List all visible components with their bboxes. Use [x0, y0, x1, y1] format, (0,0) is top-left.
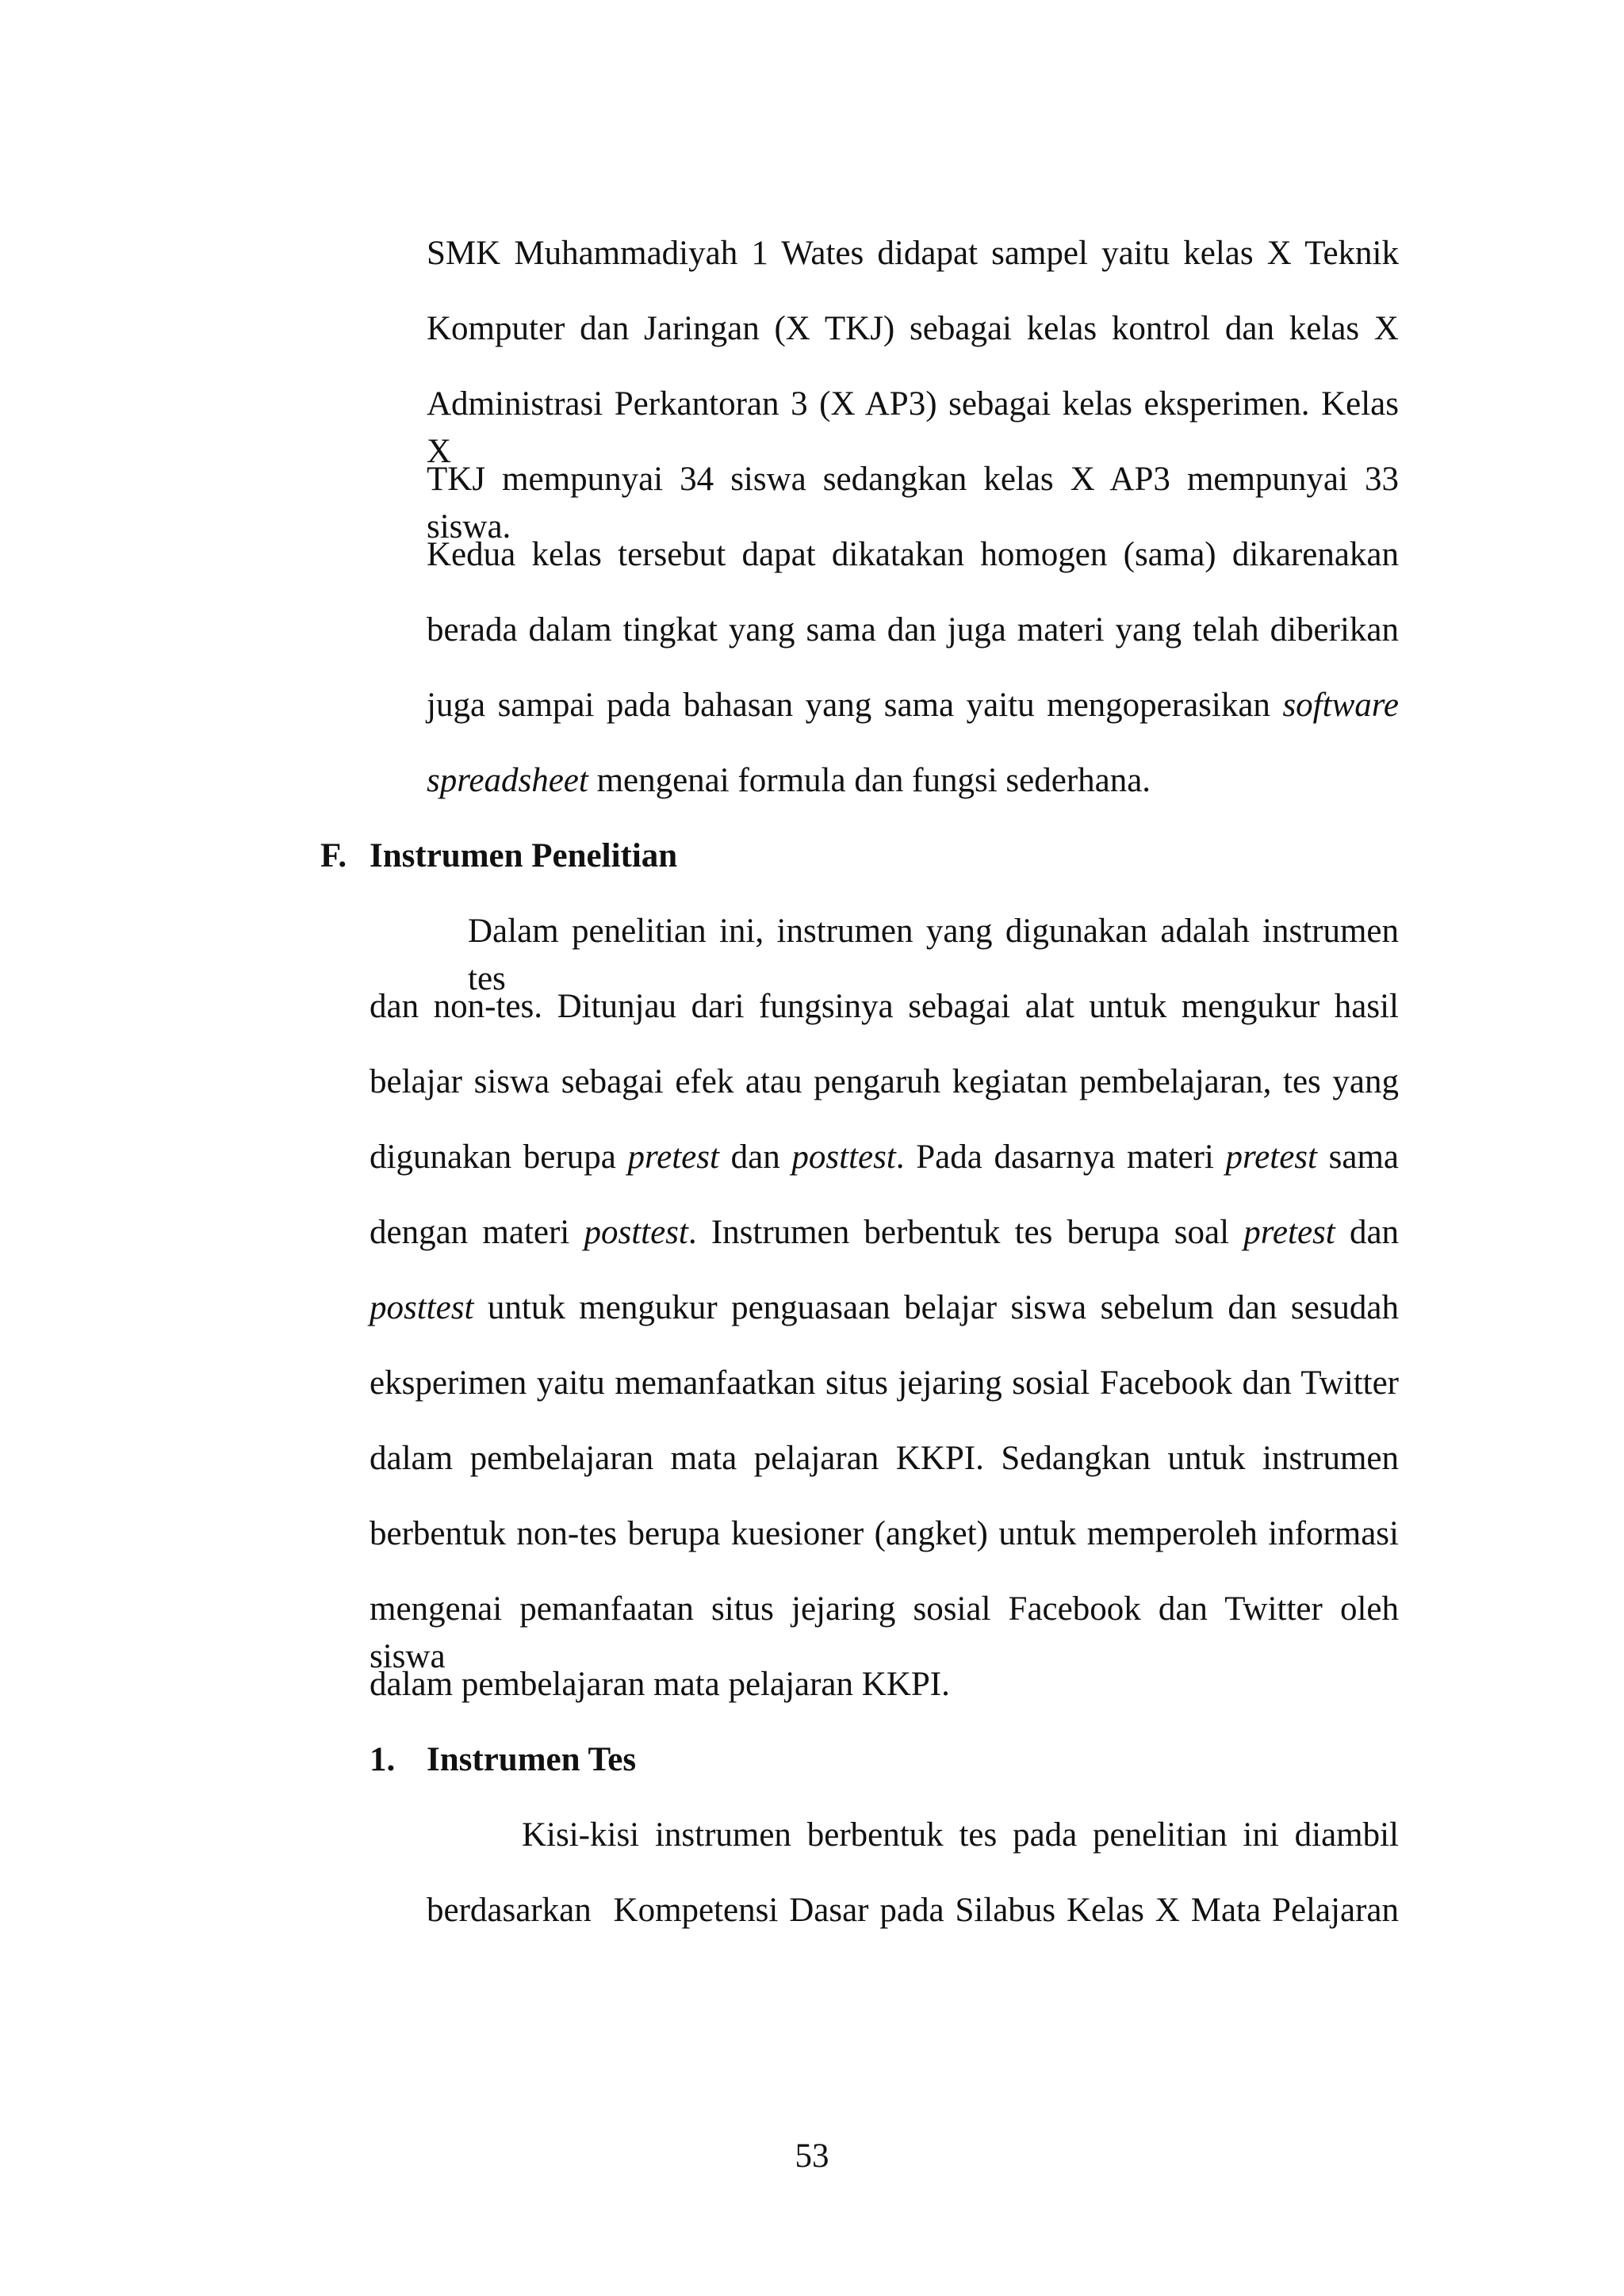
text-run: . Pada dasarnya materi	[895, 1138, 1214, 1176]
text-line	[427, 682, 1399, 729]
section-number: F.	[320, 837, 347, 874]
text-run: juga sampai pada bahasan yang sama yaitu mengoperasikan	[427, 687, 1270, 724]
text-line: berada dalam tingkat yang sama dan juga materi yang telah diberikan	[427, 611, 1399, 649]
text-line: Administrasi Perkantoran 3 (X AP3) sebagai kelas eksperimen. Kelas X	[427, 385, 1399, 470]
text-line	[370, 1284, 1399, 1332]
italic-term: spreadsheet	[427, 762, 588, 799]
text-run: dan	[1349, 1214, 1400, 1251]
page-number: 53	[795, 2137, 829, 2175]
subsection-number: 1.	[370, 1741, 396, 1778]
italic-term: posttest	[584, 1214, 688, 1251]
italic-term: posttest	[370, 1289, 474, 1326]
text-line	[370, 1209, 1399, 1257]
text-line: berdasarkan Kompetensi Dasar pada Silabus Kelas X Mata Pelajaran	[427, 1892, 1399, 1929]
italic-term: posttest	[791, 1138, 896, 1176]
text-line: berbentuk non-tes berupa kuesioner (angket) untuk memperoleh informasi	[370, 1515, 1399, 1552]
text-line: Dalam penelitian ini, instrumen yang digunakan adalah instrumen tes	[468, 913, 1399, 997]
text-line	[370, 1134, 1399, 1181]
text-line: SMK Muhammadiyah 1 Wates didapat sampel yaitu kelas X Teknik	[427, 235, 1399, 272]
text-line: belajar siswa sebagai efek atau pengaruh kegiatan pembelajaran, tes yang	[370, 1063, 1399, 1100]
text-run: . Instrumen berbentuk tes berupa soal	[688, 1214, 1230, 1251]
text-run: dengan materi	[370, 1214, 570, 1251]
text-line: dalam pembelajaran mata pelajaran KKPI.	[370, 1666, 950, 1703]
italic-term: pretest	[1225, 1138, 1317, 1176]
italic-term: pretest	[1243, 1214, 1335, 1251]
text-run: digunakan berupa	[370, 1138, 616, 1176]
text-run: untuk mengukur penguasaan belajar siswa sebelum dan sesudah	[487, 1289, 1400, 1326]
text-run: sama	[1328, 1138, 1400, 1176]
text-line: Kedua kelas tersebut dapat dikatakan homogen (sama) dikarenakan	[427, 536, 1399, 573]
italic-term: pretest	[627, 1138, 719, 1176]
text-line: TKJ mempunyai 34 siswa sedangkan kelas X AP3 mempunyai 33 siswa.	[427, 461, 1399, 545]
text-run: mengenai formula dan fungsi sederhana.	[596, 762, 1151, 799]
subsection-title: Instrumen Tes	[427, 1741, 637, 1778]
text-line: dalam pembelajaran mata pelajaran KKPI. Sedangkan untuk instrumen	[370, 1440, 1399, 1477]
text-line: Kisi-kisi instrumen berbentuk tes pada penelitian ini diambil	[522, 1816, 1399, 1854]
text-line: mengenai pemanfaatan situs jejaring sosial Facebook dan Twitter oleh siswa	[370, 1590, 1399, 1675]
section-title: Instrumen Penelitian	[370, 837, 678, 874]
text-line: eksperimen yaitu memanfaatkan situs jejaring sosial Facebook dan Twitter	[370, 1364, 1399, 1402]
text-run: dan	[730, 1138, 780, 1176]
text-line	[427, 757, 1399, 805]
text-line: dan non-tes. Ditunjau dari fungsinya sebagai alat untuk mengukur hasil	[370, 988, 1399, 1025]
italic-term: software	[1282, 687, 1399, 724]
text-line: Komputer dan Jaringan (X TKJ) sebagai kelas kontrol dan kelas X	[427, 310, 1399, 347]
